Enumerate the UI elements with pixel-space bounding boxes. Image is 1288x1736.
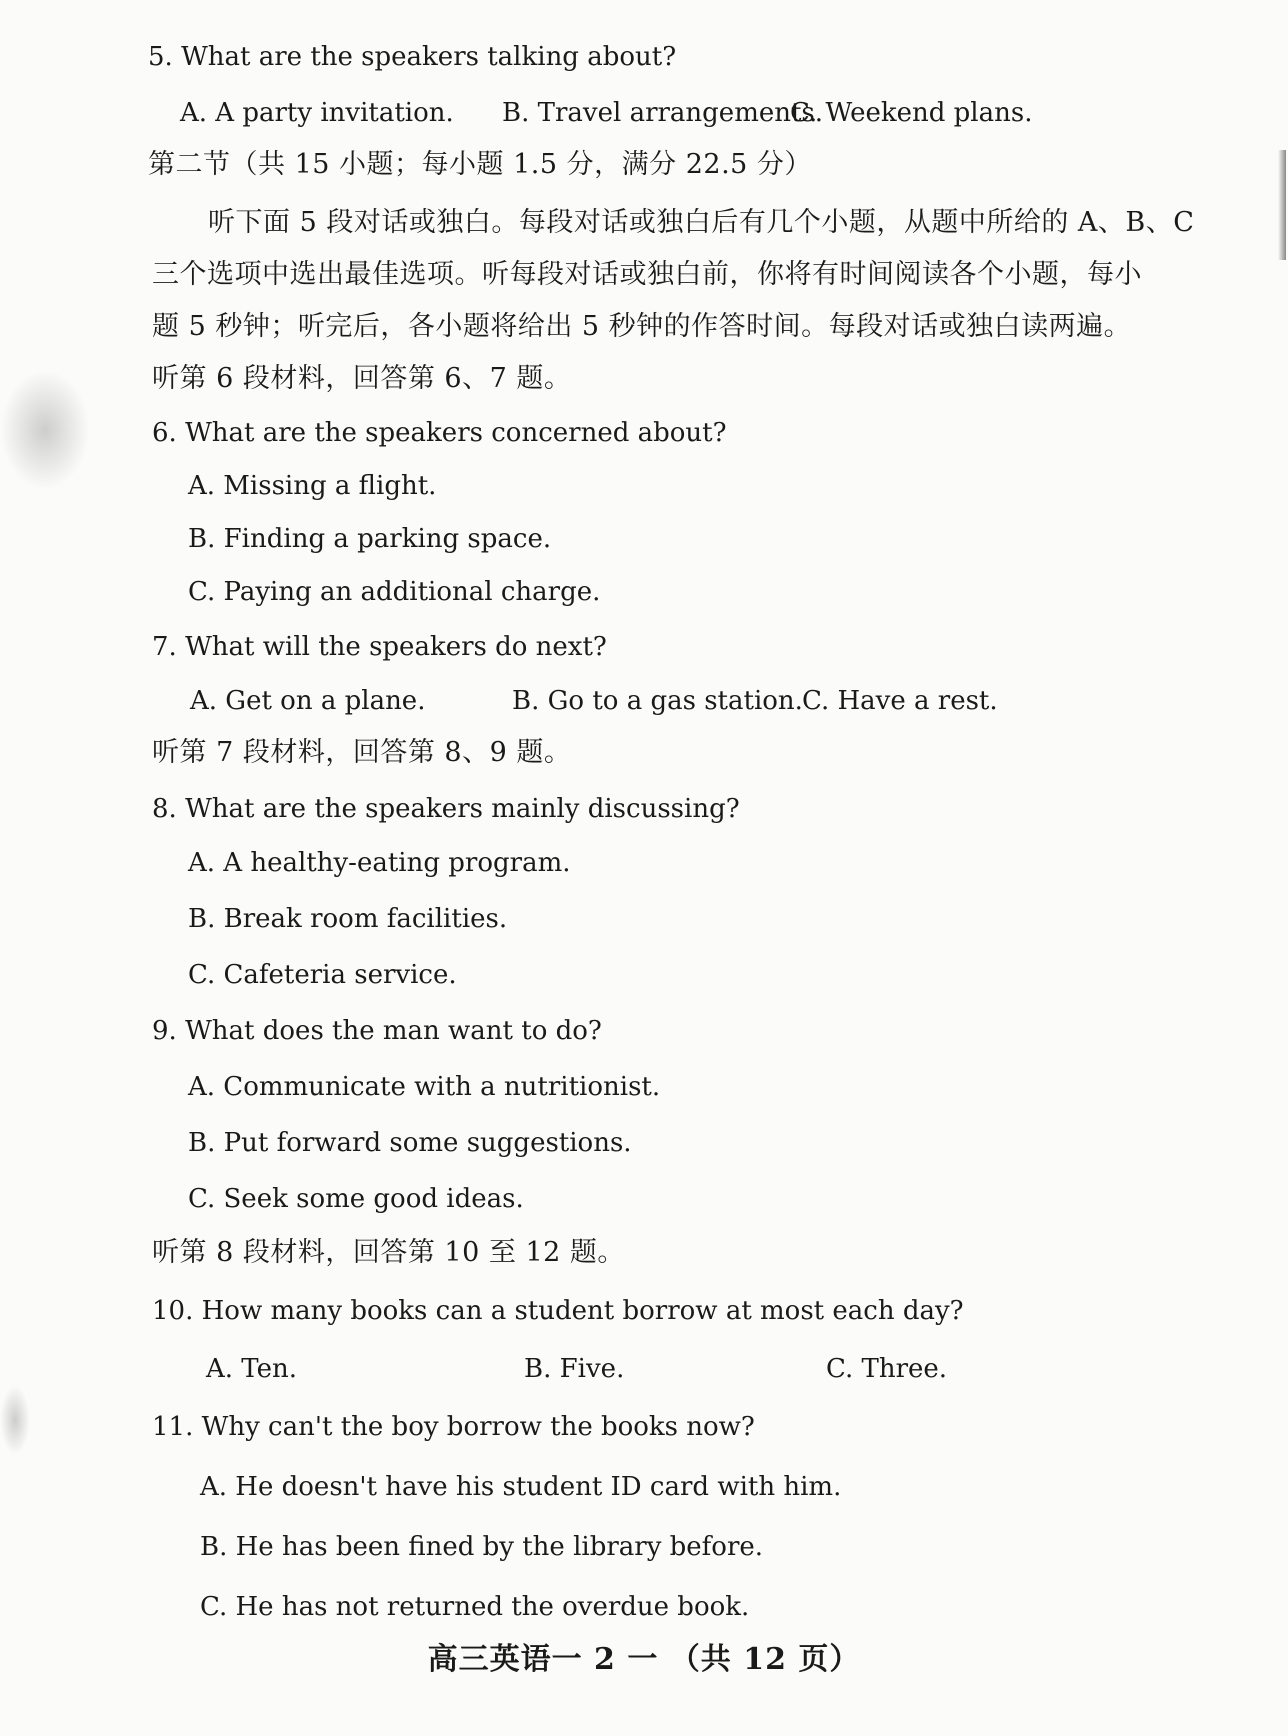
question-6-option-b: B. Finding a parking space. <box>188 524 552 554</box>
question-9-option-b: B. Put forward some suggestions. <box>188 1128 632 1158</box>
question-9-stem: 9. What does the man want to do? <box>152 1016 602 1046</box>
question-7-stem: 7. What will the speakers do next? <box>152 632 607 662</box>
question-7-option-c: C. Have a rest. <box>802 686 998 716</box>
question-10-options <box>206 1352 1206 1386</box>
question-9-option-c: C. Seek some good ideas. <box>188 1184 524 1214</box>
question-5-option-c: C. Weekend plans. <box>790 98 1033 128</box>
scan-smudge <box>0 370 90 490</box>
section-2-heading: 第二节（共 15 小题；每小题 1.5 分，满分 22.5 分） <box>148 149 812 180</box>
material-7-heading: 听第 7 段材料，回答第 8、9 题。 <box>152 737 572 768</box>
question-10-option-b: B. Five. <box>524 1354 625 1384</box>
question-8-option-b: B. Break room facilities. <box>188 904 508 934</box>
question-10-option-a: A. Ten. <box>206 1354 298 1384</box>
section-2-instructions-line-2: 三个选项中选出最佳选项。听每段对话或独白前，你将有时间阅读各个小题，每小 <box>152 259 1142 290</box>
page-footer: 高三英语一 2 一 （共 12 页） <box>427 1642 861 1677</box>
scan-edge-mark <box>1278 150 1286 260</box>
scan-smudge <box>0 1385 30 1455</box>
material-8-heading: 听第 8 段材料，回答第 10 至 12 题。 <box>152 1237 625 1268</box>
question-5-stem: 5. What are the speakers talking about? <box>148 42 677 72</box>
question-5-option-b: B. Travel arrangements. <box>502 98 824 128</box>
question-7-option-b: B. Go to a gas station. <box>512 686 803 716</box>
question-11-option-a: A. He doesn't have his student ID card with him. <box>200 1472 842 1502</box>
question-6-option-a: A. Missing a flight. <box>188 471 437 501</box>
question-5-option-a: A. A party invitation. <box>180 98 454 128</box>
question-7-option-a: A. Get on a plane. <box>190 686 426 716</box>
question-10-option-c: C. Three. <box>826 1354 948 1384</box>
question-8-option-c: C. Cafeteria service. <box>188 960 457 990</box>
question-5-options <box>180 96 1180 130</box>
question-8-stem: 8. What are the speakers mainly discussing? <box>152 794 740 824</box>
question-9-option-a: A. Communicate with a nutritionist. <box>188 1072 661 1102</box>
section-2-instructions-line-3: 题 5 秒钟；听完后，各小题将给出 5 秒钟的作答时间。每段对话或独白读两遍。 <box>152 311 1132 342</box>
question-6-stem: 6. What are the speakers concerned about? <box>152 418 727 448</box>
question-11-option-b: B. He has been fined by the library before. <box>200 1532 764 1562</box>
material-6-heading: 听第 6 段材料，回答第 6、7 题。 <box>152 363 572 394</box>
question-8-option-a: A. A healthy-eating program. <box>188 848 571 878</box>
question-11-stem: 11. Why can't the boy borrow the books now? <box>152 1412 755 1442</box>
section-2-instructions-line-1: 听下面 5 段对话或独白。每段对话或独白后有几个小题，从题中所给的 A、B、C <box>208 207 1195 238</box>
question-10-stem: 10. How many books can a student borrow at most each day? <box>152 1296 964 1326</box>
question-7-options <box>190 684 1190 718</box>
question-6-option-c: C. Paying an additional charge. <box>188 577 601 607</box>
question-11-option-c: C. He has not returned the overdue book. <box>200 1592 750 1622</box>
